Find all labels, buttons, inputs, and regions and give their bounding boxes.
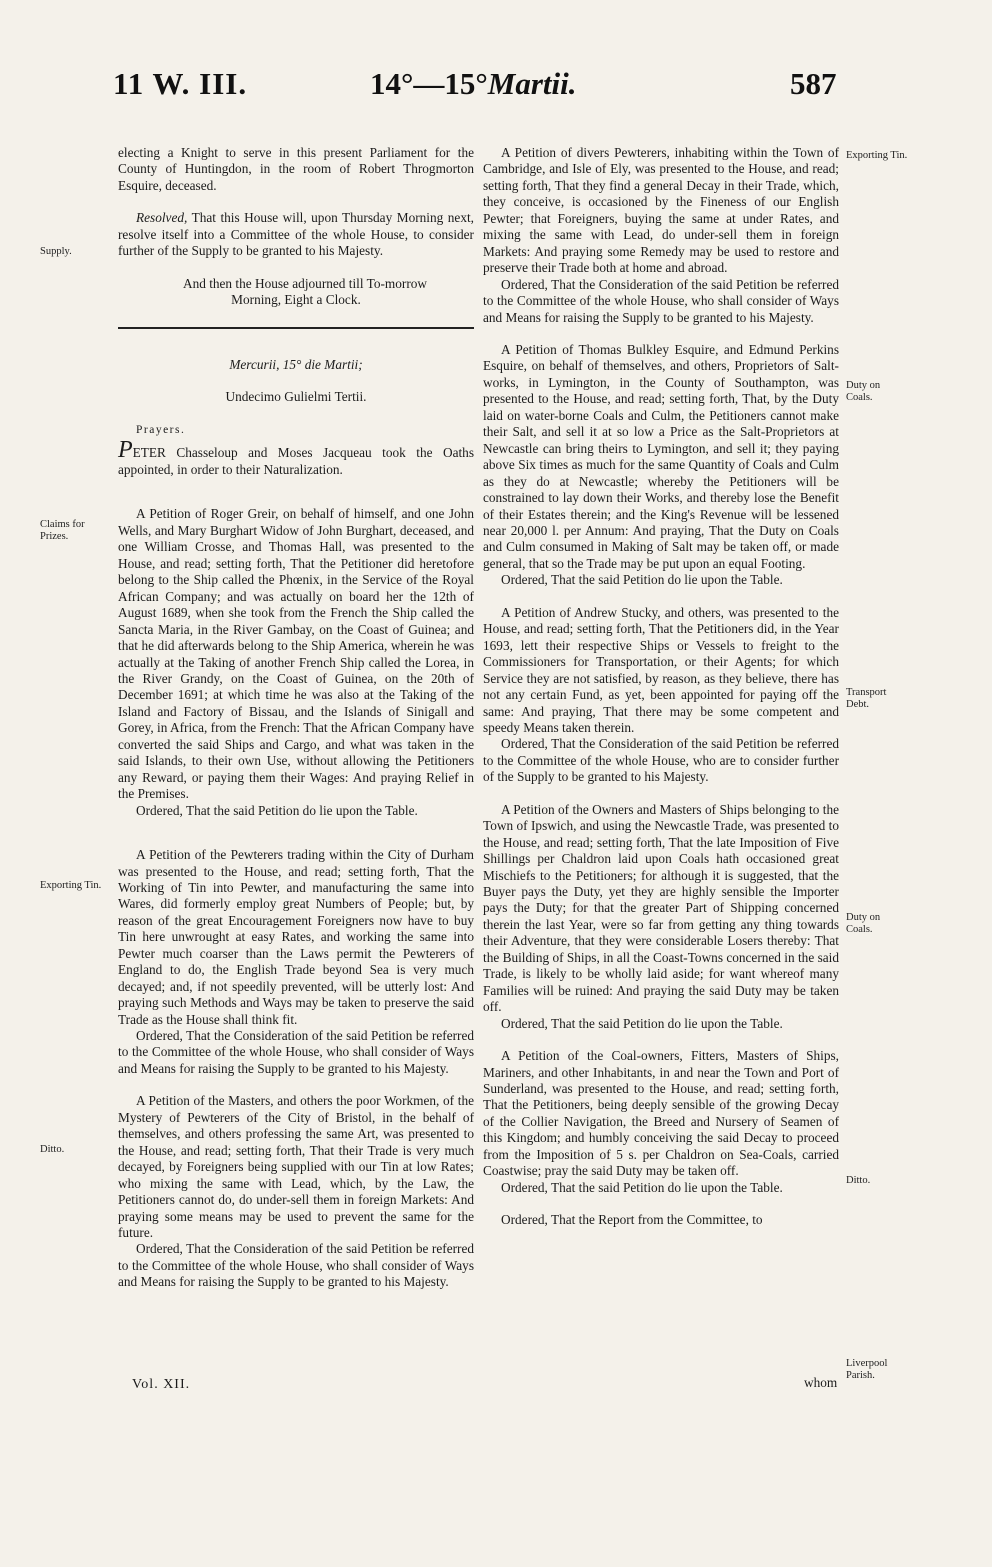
entry-liverpool-report: Ordered, That the Report from the Committee, to xyxy=(501,1212,763,1228)
margin-note-ditto-left: Ditto. xyxy=(40,1144,65,1155)
margin-note-transport: Transport Debt. xyxy=(846,687,887,710)
margin-note-ditto-right: Ditto. xyxy=(846,1175,871,1186)
running-head-month: Martii. xyxy=(487,66,577,101)
entry-cambridge-pewterers: A Petition of divers Pewterers, inhabiting within the Town of Cambridge, and Isle of Ely, was presented to the House, and read; setting forth, That they find a general Decay in their Trade, which, they conceive, is occasioned by the Fineness of our English Pewter; that Foreigners, buying the same at under Rates, and mixing the same with Lead, do under-sell them in foreign Markets: And praying some Remedy may be used to restore and preserve their Trade both at home and abroad. xyxy=(483,145,839,276)
drop-cap: P xyxy=(118,436,133,463)
entry-adjourn: And then the House adjourned till To-morrow Morning, Eight a Clock. xyxy=(182,275,428,308)
entry-sunderland-order: Ordered, That the said Petition do lie upon the Table. xyxy=(501,1179,783,1195)
entry-bristol-order: Ordered, That the Consideration of the said Petition be referred to the Committee of the whole House, who shall consider of Ways and Means for raising the Supply to be granted to his Majesty. xyxy=(118,1241,474,1290)
entry-cambridge-order: Ordered, That the Consideration of the said Petition be referred to the Committee of the whole House, who shall consider of Ways and Means for raising the Supply to be granted to his Majesty. xyxy=(483,276,839,325)
right-column xyxy=(483,145,839,1229)
margin-note-exporting-left: Exporting Tin. xyxy=(40,880,102,891)
entry-lymington-order: Ordered, That the said Petition do lie upon the Table. xyxy=(501,572,783,588)
entry-huntingdon: electing a Knight to serve in this present Parliament for the County of Huntingdon, in the room of Robert Throgmorton Esquire, deceased. xyxy=(118,145,474,193)
left-column xyxy=(118,145,474,1291)
margin-note-duty-coals-1: Duty on Coals. xyxy=(846,380,881,403)
entry-ipswich-order: Ordered, That the said Petition do lie upon the Table. xyxy=(501,1015,783,1031)
entry-claims-order: Ordered, That the said Petition do lie upon the Table. xyxy=(136,802,418,818)
entry-naturalization xyxy=(118,438,474,478)
catchword: whom xyxy=(804,1375,838,1390)
page-number: 587 xyxy=(790,66,837,101)
entry-sunderland-coal: A Petition of the Coal-owners, Fitters, Masters of Ships, Mariners, and other Inhabitants, in and near the Town and Port of Sunderland, was presented to the House, and read; setting forth, That the Petitioners, being deeply sensible of the growing Decay of the Collier Navigation, the Breed and Nursery of Seamen of this Kingdom; and humbly conceiving the said Decay to proceed from the Imposition of 5 s. per Chaldron on Sea-Coals, carried Coastwise; pray the said Duty may be taken off. xyxy=(483,1048,839,1179)
volume-signature: Vol. XII. xyxy=(132,1377,191,1392)
day-heading xyxy=(118,357,474,373)
entry-ipswich-ships: A Petition of the Owners and Masters of Ships belonging to the Town of Ipswich, and using the Newcastle Trade, was presented to the House, and read; setting forth, That the late Imposition of Five Shillings per Chaldron laid upon Coals hath occasioned great Mischiefs to the Petitioners; for although it is suggested, that the Buyer pays the Duty, yet they are highly sensible the Importer pays the Duty; for that the greater Part of Shipping concerned therein the last Year, were so far from getting any thing towards their Adventure, that they were considerable Losers thereby: That the Building of Ships, in all the Coast-Towns concerned in the said Trade, is likely to be wholly laid aside; for want whereof many Families will be ruined: And praying the said Duty may be taken off. xyxy=(483,801,839,1015)
entry-stucky-order: Ordered, That the Consideration of the said Petition be referred to the Committee of the whole House, who are to consider further of the Supply to be granted to his Majesty. xyxy=(483,736,839,785)
resolved-text: That this House will, upon Thursday Morning next, resolve itself into a Committee of the whole House, to consider further of the Supply to be granted to his Majesty. xyxy=(118,210,474,259)
running-head-dates-prefix: 14°—15° xyxy=(370,66,488,101)
margin-note-supply: Supply. xyxy=(40,246,72,257)
day-heading-text: Mercurii, 15° die Martii; xyxy=(229,356,363,372)
resolved-lead: Resolved, xyxy=(136,210,188,226)
naturalization-text: ETER Chasseloup and Moses Jacqueau took the Oaths appointed, in order to their Naturalization. xyxy=(118,444,474,477)
margin-note-duty-coals-2: Duty on Coals. xyxy=(846,912,881,935)
margin-note-claims: Claims for Prizes. xyxy=(40,519,85,542)
entry-stucky-transport: A Petition of Andrew Stucky, and others, was presented to the House, and read; setting forth, That the Petitioners did, in the Year 1693, lett their respective Ships or Vessels to freight to the Commissioners for Transportation, or their Agents; for which Service they are not satisfied, by reason, as they believe, there has not any certain Fund, as yet, been appointed for paying off the same: And praying, That there may be some competent and speedy Means taken therein. xyxy=(483,604,839,735)
entry-durham-pewterers: A Petition of the Pewterers trading within the City of Durham was presented to the House, and read; setting forth, That the Working of Tin into Pewter, and manufacturing the same into Wares, did formerly employ great Numbers of People; but, by reason of the great Encouragement Foreigners now have to buy Tin here unwrought at easy Rates, and working the same into Pewter much coarser than the Laws permit the Pewterers of England to do, the English Trade beyond Sea is very much decayed; and, if not speedily prevented, will be utterly lost: And praying such Methods and Ways may be taken to preserve the said Trade as the House shall think fit. xyxy=(118,847,474,1027)
margin-note-liverpool: Liverpool Parish. xyxy=(846,1358,888,1381)
entry-resolved-supply xyxy=(118,210,474,259)
section-rule xyxy=(118,327,474,329)
prayers-heading: Prayers. xyxy=(136,423,186,436)
running-head-regnal: 11 W. III. xyxy=(113,66,248,101)
entry-lymington-salt: A Petition of Thomas Bulkley Esquire, and Edmund Perkins Esquire, on behalf of themselves, and others, Proprietors of Salt-works, in Lymington, in the County of Southampton, was presented to the House, and read; setting forth, That, by the Duty laid on water-borne Coals and Culm, the Petitioners cannot make their Salt, and sell it at so low a Price as the Salt-Proprietors at Newcastle can bring theirs to Lymington, and sell it; they paying above Six times as much for the same Quantity of Coals and Culm as they do at Newcastle; whereby the Petitioners will be constrained to lay down their Works, and thereby lose the Benefit of their Estates therein; and the King's Revenue will be lessened near 20,000 l. per Annum: And praying, That the Duty on Coals and Culm consumed in Making of Salt may be taken off, or made general, that so the Trade may be put upon an equal Footing. xyxy=(483,341,839,571)
running-head-dates xyxy=(370,68,577,99)
entry-claims-for-prizes: A Petition of Roger Greir, on behalf of himself, and one John Wells, and Mary Burghart Widow of John Burghart, deceased, and one William Crosse, and Thomas Hall, was presented to the House, and read; setting forth, That the Petitioner did heretofore belong to the Ship called the Phœnix, in the Service of the Royal African Company; and was actually on board her the 12th of August 1689, when she took from the French the Ship called the Sancta Maria, in the River Gambay, on the Coast of Guinea; and that he did afterwards belong to the Ship America, wherein he was actually at the Taking of another French Ship called the Lorea, in the River Grandy, on the Coast of Guinea, on the 20th of December 1691; at which time he was also at the Taking of the Island and Factory of Bissau, and the Islands of Sinigall and Gorey, in Africa, from the French: That the African Company have converted the said Ships and Cargo, and what was taken in the said Islands, to their own Use, without allowing the Petitioners any Reward, or paying them their Wages: And praying Relief in the Premises. xyxy=(118,506,474,802)
entry-durham-order: Ordered, That the Consideration of the said Petition be referred to the Committee of the whole House, who shall consider of Ways and Means for raising the Supply to be granted to his Majesty. xyxy=(118,1028,474,1076)
margin-note-exporting-right: Exporting Tin. xyxy=(846,150,908,161)
entry-bristol-pewterers: A Petition of the Masters, and others the poor Workmen, of the Mystery of Pewterers of the City of Bristol, in the behalf of themselves, and others professing the same Art, was presented to the House, and read; setting forth, That their Trade is very much decayed, by Foreigners being supplied with our Tin at low Rates; who mixing the same with Lead, which, by the Law, the Petitioners cannot do, do under-sell them in foreign Markets: And praying some means may be used to prevent the same for the future. xyxy=(118,1093,474,1241)
regnal-heading: Undecimo Gulielmi Tertii. xyxy=(225,389,367,405)
